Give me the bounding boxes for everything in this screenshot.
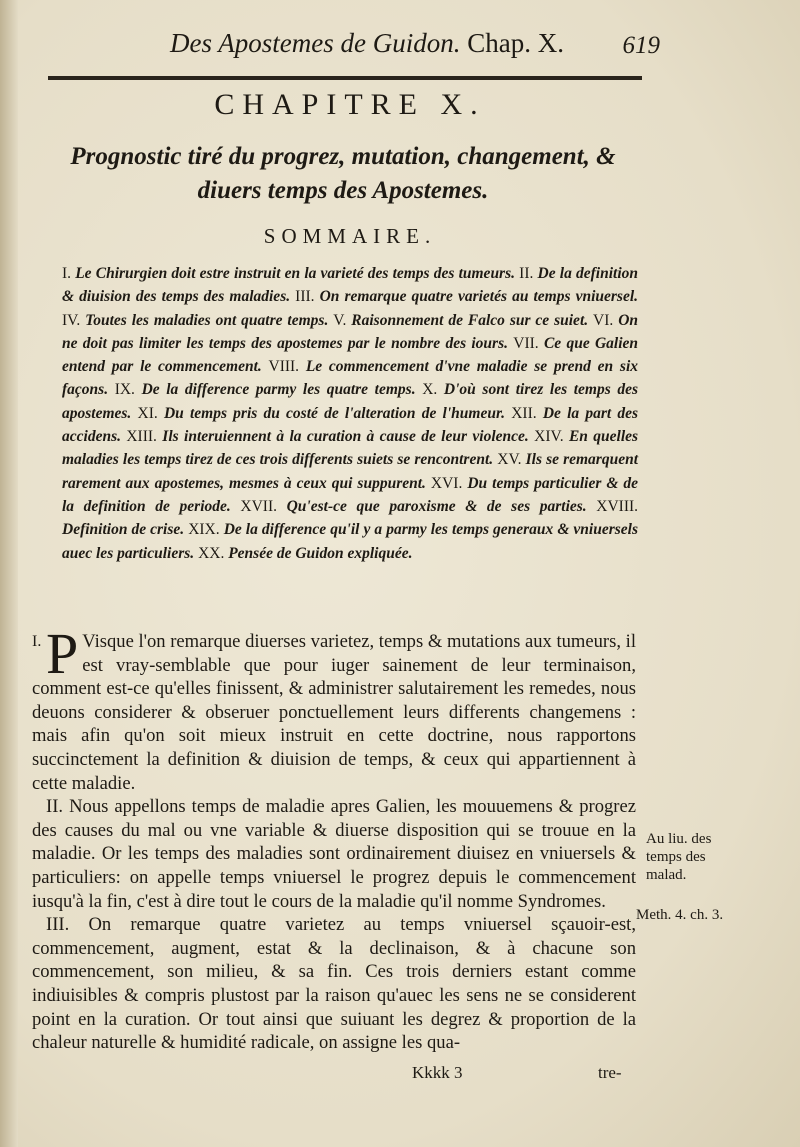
summary-item: III. On remarque quatre varietés au temps vniuersel. [295,288,639,306]
page-number: 619 [622,32,660,59]
summary-item: II. De la definition & diuision des temps des maladies. [62,265,639,306]
paragraph-number: III. [46,914,70,936]
summary-item: I. Le Chirurgien doit estre instruit en la varieté des temps des tumeurs. [62,265,515,282]
summary-item: X. D'où sont tirez les temps des apostemes. [62,381,639,422]
running-head-italic: Des Apostemes de Guidon. [170,28,461,58]
signature-mark: Kkkk 3 [412,1063,463,1082]
summary-item: XVIII. Definition de crise. [62,497,639,539]
paragraph-text: On remarque quatre varietez au temps vniuersel sçauoir-est, commencement, augment, estat & la declinaison, & à chacune son commencement, son milieu, & sa fin. Ces trois derniers estant comme indiuisibles & compris plustost par la raison qu'auec les sens ne se considerent point en la curation. Or tout ainsi que suiuant les degrez & proportion de la chaleur naturelle & humidité radicale, on assigne les qua- [32,914,636,1054]
summary-item: XIII. Ils interuiennent à la curation à cause de leur violence. [126,428,529,446]
page-header [170,28,660,62]
summary-block [62,262,638,565]
paragraph-3 [32,913,636,1055]
paragraph-number: II. [46,796,64,818]
page-binding-shadow [0,0,18,1147]
paragraph-text: Nous appellons temps de maladie apres Galien, les mouuemens & progrez des causes du mal ou vne variable & diuerse disposition qui se trouue en la maladie. Or les temps des maladies sont ordinairement diuisez en vniuersels & particuliers: on appelle temps vniuersel le progrez depuis le commencement iusqu'à la fin, c'est à dire tout le cours de la maladie qu'il nomme Syndromes. [32,796,636,912]
summary-item: XII. De la part des accidens. [62,404,639,446]
summary-item: IV. Toutes les maladies ont quatre temps. [62,311,329,329]
running-head-roman: Chap. X. [460,28,564,58]
summary-item: XVI. Du temps particulier & de la definition de periode. [62,474,639,515]
summary-item: XIX. De la difference qu'il y a parmy les temps generaux & vniuersels auec les particuliers. [62,521,639,562]
paragraph-text: Visque l'on remarque diuerses varietez, temps & mutations aux tumeurs, il est vray-semblable que pour iuger sainement de leur terminaison, comment est-ce qu'elles finissent, & administrer salutairement les remedes, nous deuons considerer & obseruer ponctuellement leurs differents changemens : mais afin qu'on soit mieux instruit en cette doctrine, nous rapportons succinctement la definition & diuision de temps, & ceux qui appartiennent à cette maladie. [32,631,636,794]
summary-item: XV. Ils se remarquent rarement aux apostemes, mesmes à ceux qui suppurent. [62,451,639,492]
summary-item: XX. Pensée de Guidon expliquée. [198,544,413,562]
paragraph-2 [32,795,636,913]
catchword: tre- [598,1063,622,1082]
summary-item: XI. Du temps pris du costé de l'alteration de l'humeur. [137,404,506,422]
drop-cap: P [46,621,79,686]
summary-item: VII. Ce que Galien entend par le commencement. [62,334,639,376]
summary-item: VI. On ne doit pas limiter les temps des apostemes par le nombre des iours. [62,311,639,352]
summary-item: IX. De la difference parmy les quatre temps. [114,381,416,399]
body-text [32,621,636,1055]
running-head [170,28,564,59]
paragraph-1 [32,621,636,795]
summary-item: XVII. Qu'est-ce que paroxisme & de ses parties. [240,497,587,515]
sommaire-heading: SOMMAIRE. [263,224,437,248]
summary-item: V. Raisonnement de Falco sur ce suiet. [333,311,589,329]
header-rule [48,76,642,80]
summary-item: VIII. Le commencement d'vne maladie se prend en six façons. [62,358,639,399]
chapter-heading: CHAPITRE X. [214,88,486,121]
margin-note-reference: Meth. 4. ch. 3. [636,907,724,923]
summary-item: XIV. En quelles maladies les temps tirez de ces trois differents suiets se rencontrent. [62,428,639,469]
margin-note-reference: Au liu. des temps des malad. [646,831,712,883]
paragraph-number: I. [32,633,42,650]
chapter-title: Prognostic tiré du progrez, mutation, changement, & diuers temps des Apostemes. [70,143,616,204]
